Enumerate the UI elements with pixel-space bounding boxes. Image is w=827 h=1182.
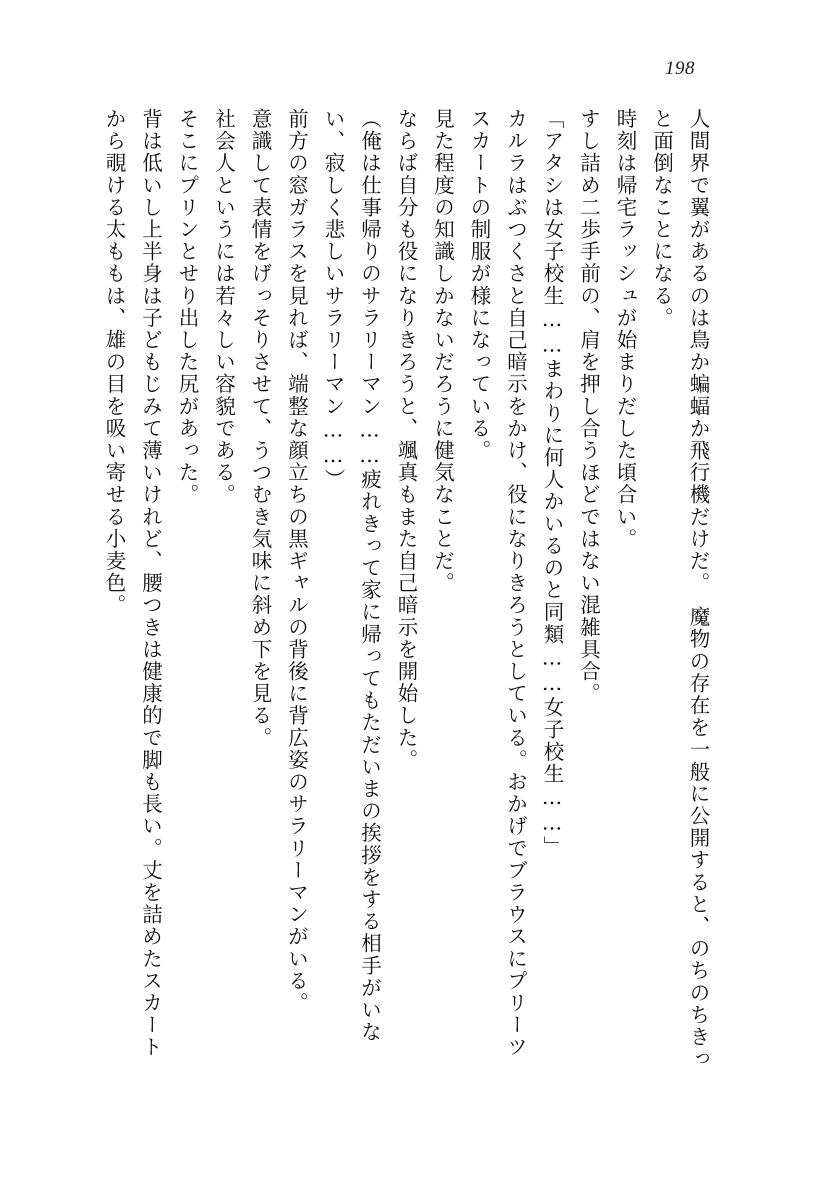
paragraph: 「アタシは女子校生……まわりに何人かいるのと同類……女子校生……」 xyxy=(540,108,564,859)
page-number: 198 xyxy=(665,58,695,79)
paragraph: 社会人というには若々しい容貌である。 xyxy=(211,108,236,506)
paragraph: 人間界で翼があるのは鳥か蝙蝠か飛行機だけだ。 魔物の存在を一般に公開すると、のちのちきっと面倒なことになる。 xyxy=(649,108,710,1071)
paragraph: 時刻は帰宅ラッシュが始まりだした頃合い。 xyxy=(613,108,637,550)
paragraph: 意識して表情をげっそりさせて、うつむき気味に斜め下を見る。 xyxy=(248,108,272,749)
body-text-vertical xyxy=(86,108,716,1078)
paragraph: そこにプリンとせり出した尻があった。 xyxy=(175,108,199,506)
paragraph: ならば自分も役になりきろうと、颯真もまた自己暗示を開始した。 xyxy=(394,108,418,771)
paragraph: 背は低いし上半身は子どもじみて薄いけれど、腰つきは健康的で脚も長い。丈を詰めたスカートから覗ける太ももは、雄の目を吸い寄せる小麦色。 xyxy=(102,108,163,1059)
paragraph: カルラはぶつくさと自己暗示をかけ、役になりきろうとしている。おかげでブラウスにプリーツスカートの制服が様になっている。 xyxy=(467,108,528,1059)
paragraph: 見た程度の知識しかないだろうに健気なことだ。 xyxy=(430,108,455,595)
paragraph: すし詰め二歩手前の、肩を押し合うほどではない混雑具合。 xyxy=(576,108,601,705)
paragraph: 前方の窓ガラスを見れば、端整な顔立ちの黒ギャルの背後に背広姿のサラリーマンがいる。 xyxy=(284,108,309,1015)
paragraph: （俺は仕事帰りのサラリーマン……疲れきって家に帰ってもただいまの挨拶をする相手がいない、寂しく悲しいサラリーマン……） xyxy=(321,108,382,1044)
